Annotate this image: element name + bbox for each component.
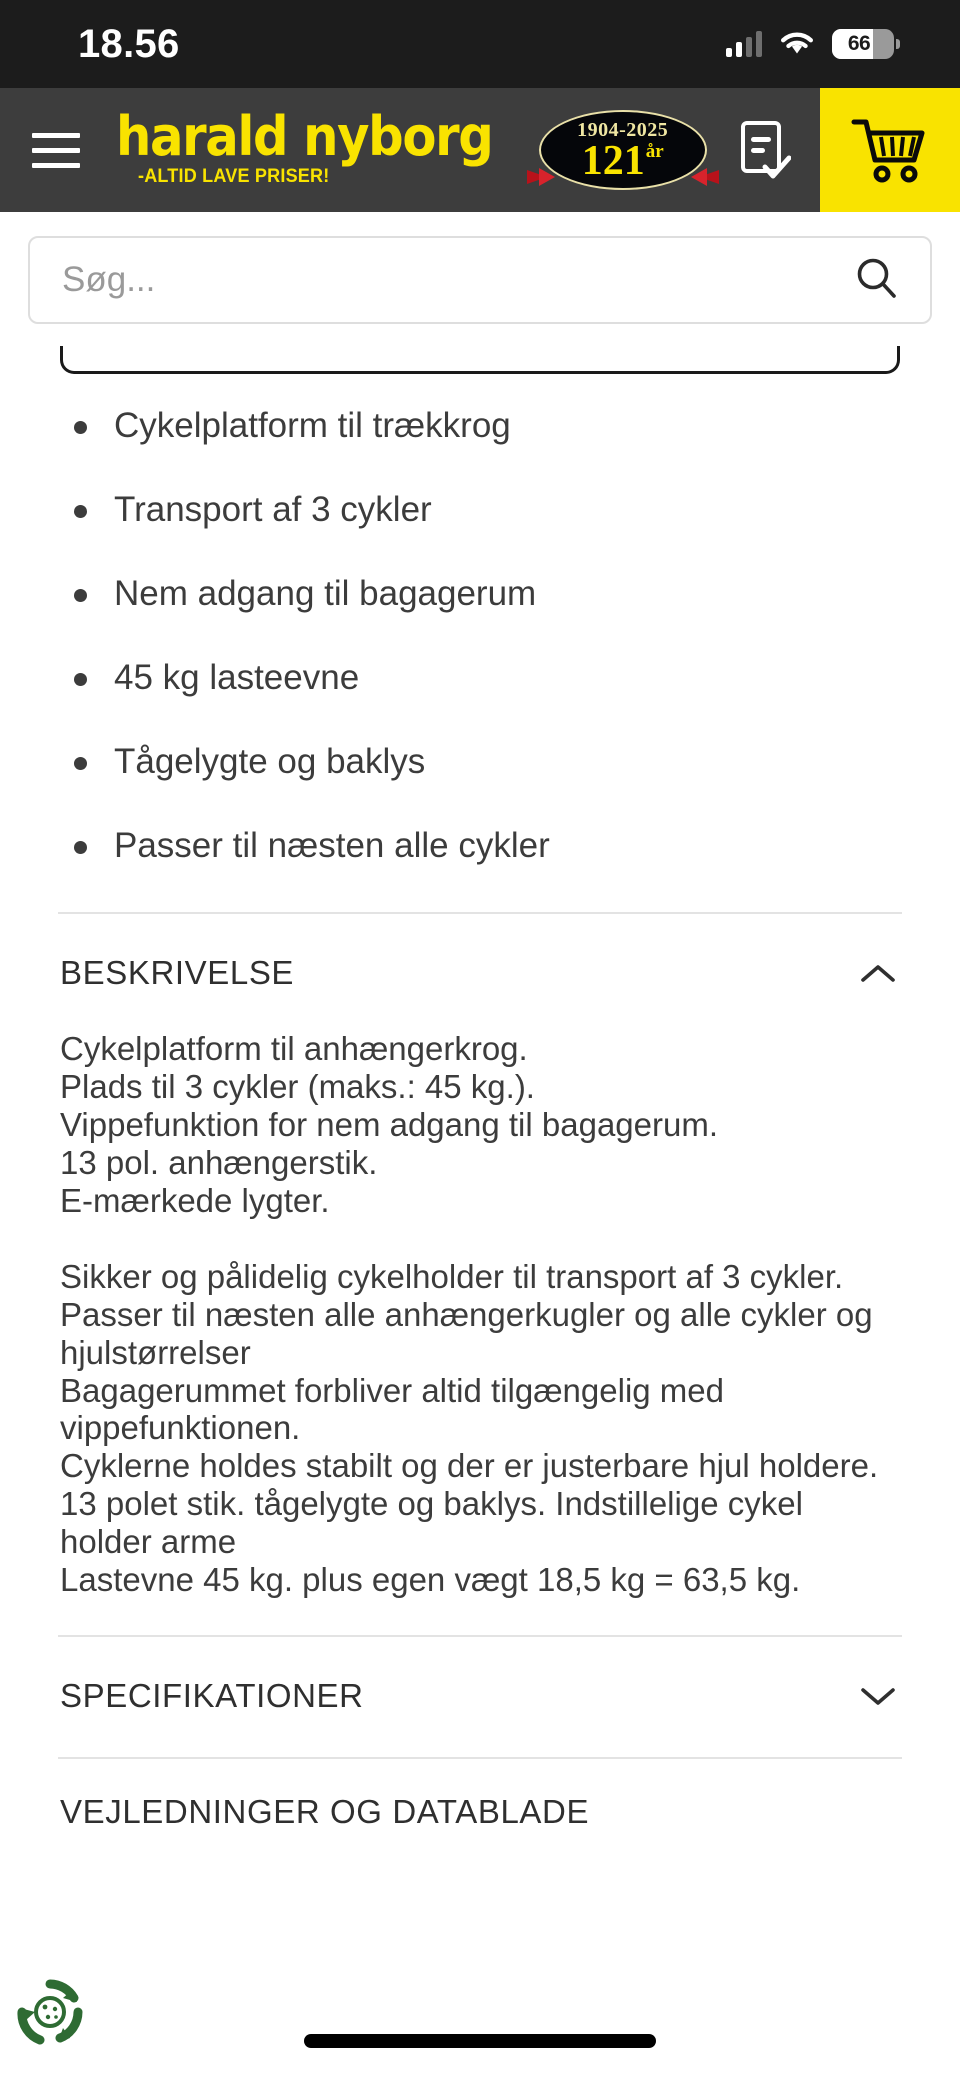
status-bar-time: 18.56 (78, 21, 180, 66)
description-line: Sikker og pålidelig cykelholder til transport af 3 cykler. (60, 1257, 844, 1295)
description-line: Vippefunktion for nem adgang til bagagerum. (60, 1105, 719, 1143)
description-line: Passer til næsten alle anhængerkugler og alle cykler og hjulstørrelser (60, 1295, 873, 1371)
chevron-down-icon[interactable] (860, 1685, 896, 1707)
accordion-title-manuals[interactable]: VEJLEDNINGER OG DATABLADE (60, 1793, 590, 1831)
anniversary-number (582, 140, 664, 182)
description-line: 13 pol. anhængerstik. (60, 1143, 378, 1181)
list-item: Passer til næsten alle cykler (66, 828, 902, 863)
checklist-button[interactable] (707, 88, 820, 212)
description-line: E-mærkede lygter. (60, 1181, 330, 1219)
description-line: Cyklerne holdes stabilt og der er justerbare hjul holdere. (60, 1447, 879, 1485)
description-line: 13 polet stik. tågelygte og baklys. Indstillelige cykel holder arme (60, 1485, 803, 1561)
list-item: 45 kg lasteevne (66, 660, 902, 695)
description-line: Bagagerummet forbliver altid tilgængelig med vippefunktionen. (60, 1371, 724, 1447)
paragraph-gap (60, 1220, 900, 1258)
shopping-cart-icon (850, 116, 930, 184)
ios-status-bar (0, 0, 960, 88)
wifi-icon (780, 31, 814, 57)
brand-name-label: harald nyborg (115, 104, 492, 168)
description-line: Lastevne 45 kg. plus egen vægt 18,5 kg = 63,5 kg. (60, 1561, 801, 1599)
search-bar-container (0, 212, 960, 346)
previous-card-bottom-edge (60, 346, 900, 374)
cookie-recycle-icon[interactable] (14, 1976, 86, 2048)
accordion-title-specifications: SPECIFIKATIONER (60, 1677, 364, 1715)
search-icon[interactable] (852, 254, 900, 307)
accordion-header-description[interactable] (58, 914, 902, 1030)
battery-percent-label: 66 (847, 32, 871, 55)
checklist-icon (735, 118, 791, 182)
list-item: Cykelplatform til trækkrog (66, 408, 902, 443)
status-bar-indicators (726, 29, 894, 59)
product-content (0, 346, 960, 1831)
hamburger-menu-icon[interactable] (0, 88, 112, 212)
home-indicator (304, 2034, 656, 2048)
description-line: Cykelplatform til anhængerkrog. (60, 1030, 528, 1067)
search-box[interactable] (28, 236, 932, 324)
list-item: Nem adgang til bagagerum (66, 576, 902, 611)
product-feature-list (66, 408, 902, 863)
brand-logo[interactable] (112, 88, 525, 212)
list-item: Tågelygte og baklys (66, 744, 902, 779)
anniversary-unit-label: år (645, 141, 664, 162)
anniversary-badge (539, 110, 707, 190)
brand-tagline-label: -ALTID LAVE PRISER! (137, 166, 330, 188)
anniversary-years-label: 1904-2025 (577, 119, 669, 141)
list-item: Transport af 3 cykler (66, 492, 902, 527)
chevron-up-icon[interactable] (860, 962, 896, 984)
cellular-signal-icon (726, 31, 762, 57)
description-body (58, 1030, 902, 1599)
site-header (0, 88, 960, 212)
accordion-header-specifications[interactable] (58, 1637, 902, 1753)
description-line: Plads til 3 cykler (maks.: 45 kg.). (60, 1067, 535, 1105)
shopping-cart-button[interactable] (820, 88, 960, 212)
accordion-title-description: BESKRIVELSE (60, 954, 295, 991)
search-input[interactable] (62, 260, 852, 300)
anniversary-count-label: 121 (581, 138, 645, 184)
battery-icon (832, 29, 894, 59)
